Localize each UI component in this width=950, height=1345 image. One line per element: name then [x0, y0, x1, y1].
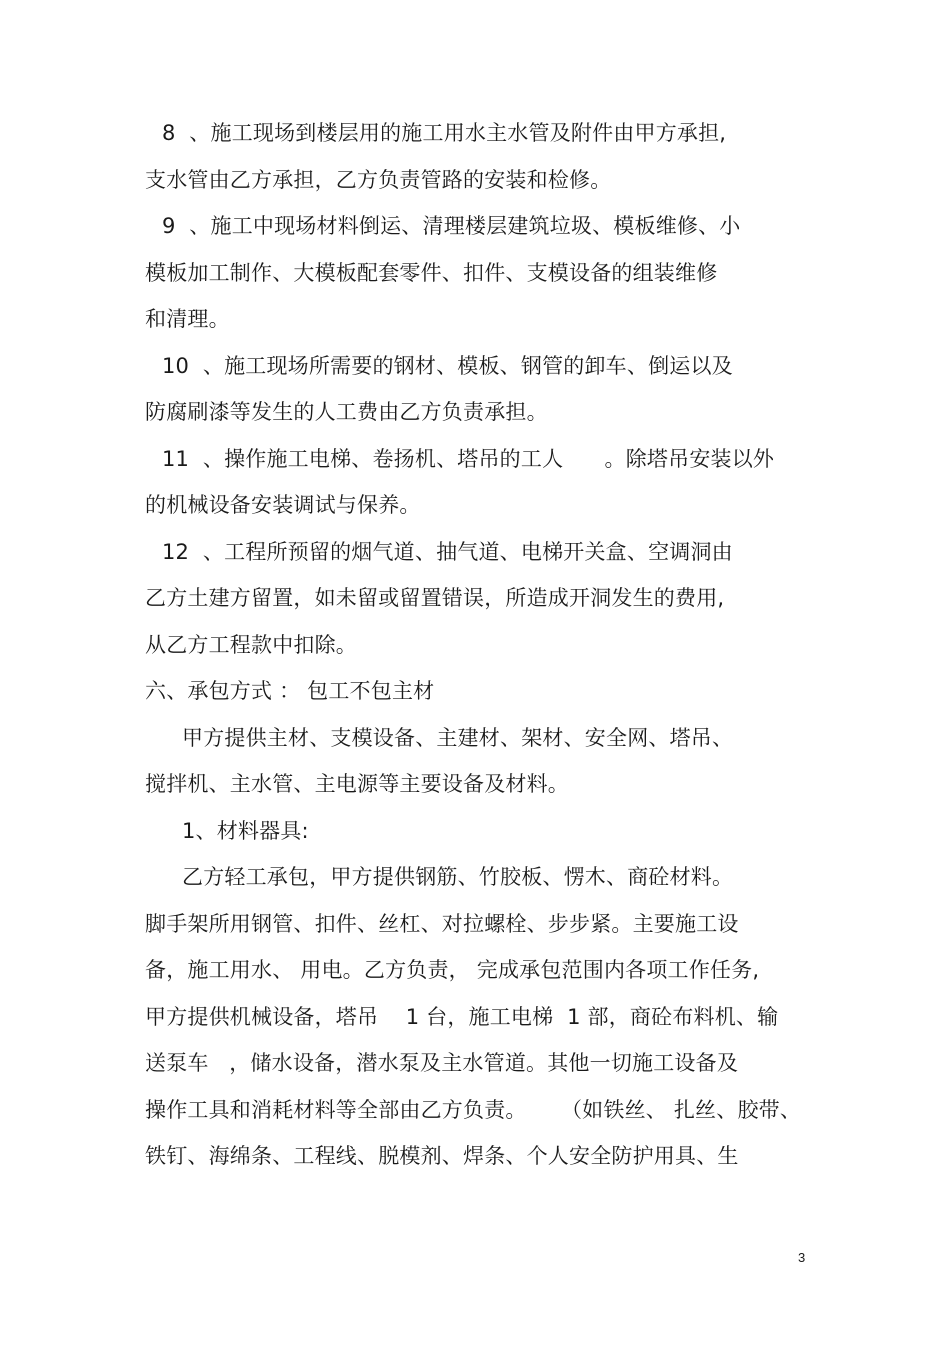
subheading-materials-tools: 1、材料器具:	[182, 819, 309, 843]
text-line-item9-c: 和清理。	[145, 307, 230, 331]
text-line-materials-b: 搅拌机、主水管、主电源等主要设备及材料。	[145, 772, 569, 796]
text-line-tools-e: 送泵车 ，储水设备，潜水泵及主水管道。其他一切施工设备及	[145, 1051, 739, 1075]
text-line-item8-b: 支水管由乙方承担，乙方负责管路的安装和检修。	[145, 168, 612, 192]
text-line-tools-g: 铁钉、海绵条、工程线、脱模剂、焊条、个人安全防护用具、生	[145, 1144, 739, 1168]
text-line-item10-b: 防腐刷漆等发生的人工费由乙方负责承担。	[145, 400, 548, 424]
text-line-tools-c: 备，施工用水、 用电。乙方负责， 完成承包范围内各项工作任务,	[145, 958, 760, 982]
text-line-item8-a: 8 、施工现场到楼层用的施工用水主水管及附件由甲方承担,	[162, 121, 727, 145]
text-line-item11-b: 的机械设备安装调试与保养。	[145, 493, 421, 517]
text-line-item12-a: 12 、工程所预留的烟气道、抽气道、电梯开关盒、空调洞由	[162, 540, 733, 564]
text-line-tools-f: 操作工具和消耗材料等全部由乙方负责。 （如铁丝、 扎丝、胶带、	[145, 1098, 802, 1122]
page-number: 3	[798, 1250, 806, 1265]
text-line-item9-b: 模板加工制作、大模板配套零件、扣件、支模设备的组装维修	[145, 261, 718, 285]
text-line-item9-a: 9 、施工中现场材料倒运、清理楼层建筑垃圾、模板维修、小	[162, 214, 741, 238]
section-heading-contract-mode: 六、承包方式 ： 包工不包主材	[145, 679, 435, 703]
text-line-item11-a: 11 、操作施工电梯、卷扬机、塔吊的工人 。除塔吊安装以外	[162, 447, 775, 471]
text-line-item10-a: 10 、施工现场所需要的钢材、模板、钢管的卸车、倒运以及	[162, 354, 733, 378]
text-line-item12-b: 乙方土建方留置，如未留或留置错误，所造成开洞发生的费用,	[145, 586, 725, 610]
text-line-tools-a: 乙方轻工承包，甲方提供钢筋、竹胶板、愣木、商砼材料。	[182, 865, 734, 889]
text-line-tools-b: 脚手架所用钢管、扣件、丝杠、对拉螺栓、步步紧。主要施工设	[145, 912, 739, 936]
text-line-item12-c: 从乙方工程款中扣除。	[145, 633, 357, 657]
text-line-materials-a: 甲方提供主材、支模设备、主建材、架材、安全网、塔吊、	[182, 726, 734, 750]
text-line-tools-d: 甲方提供机械设备，塔吊 1 台，施工电梯 1 部，商砼布料机、输	[145, 1005, 779, 1029]
